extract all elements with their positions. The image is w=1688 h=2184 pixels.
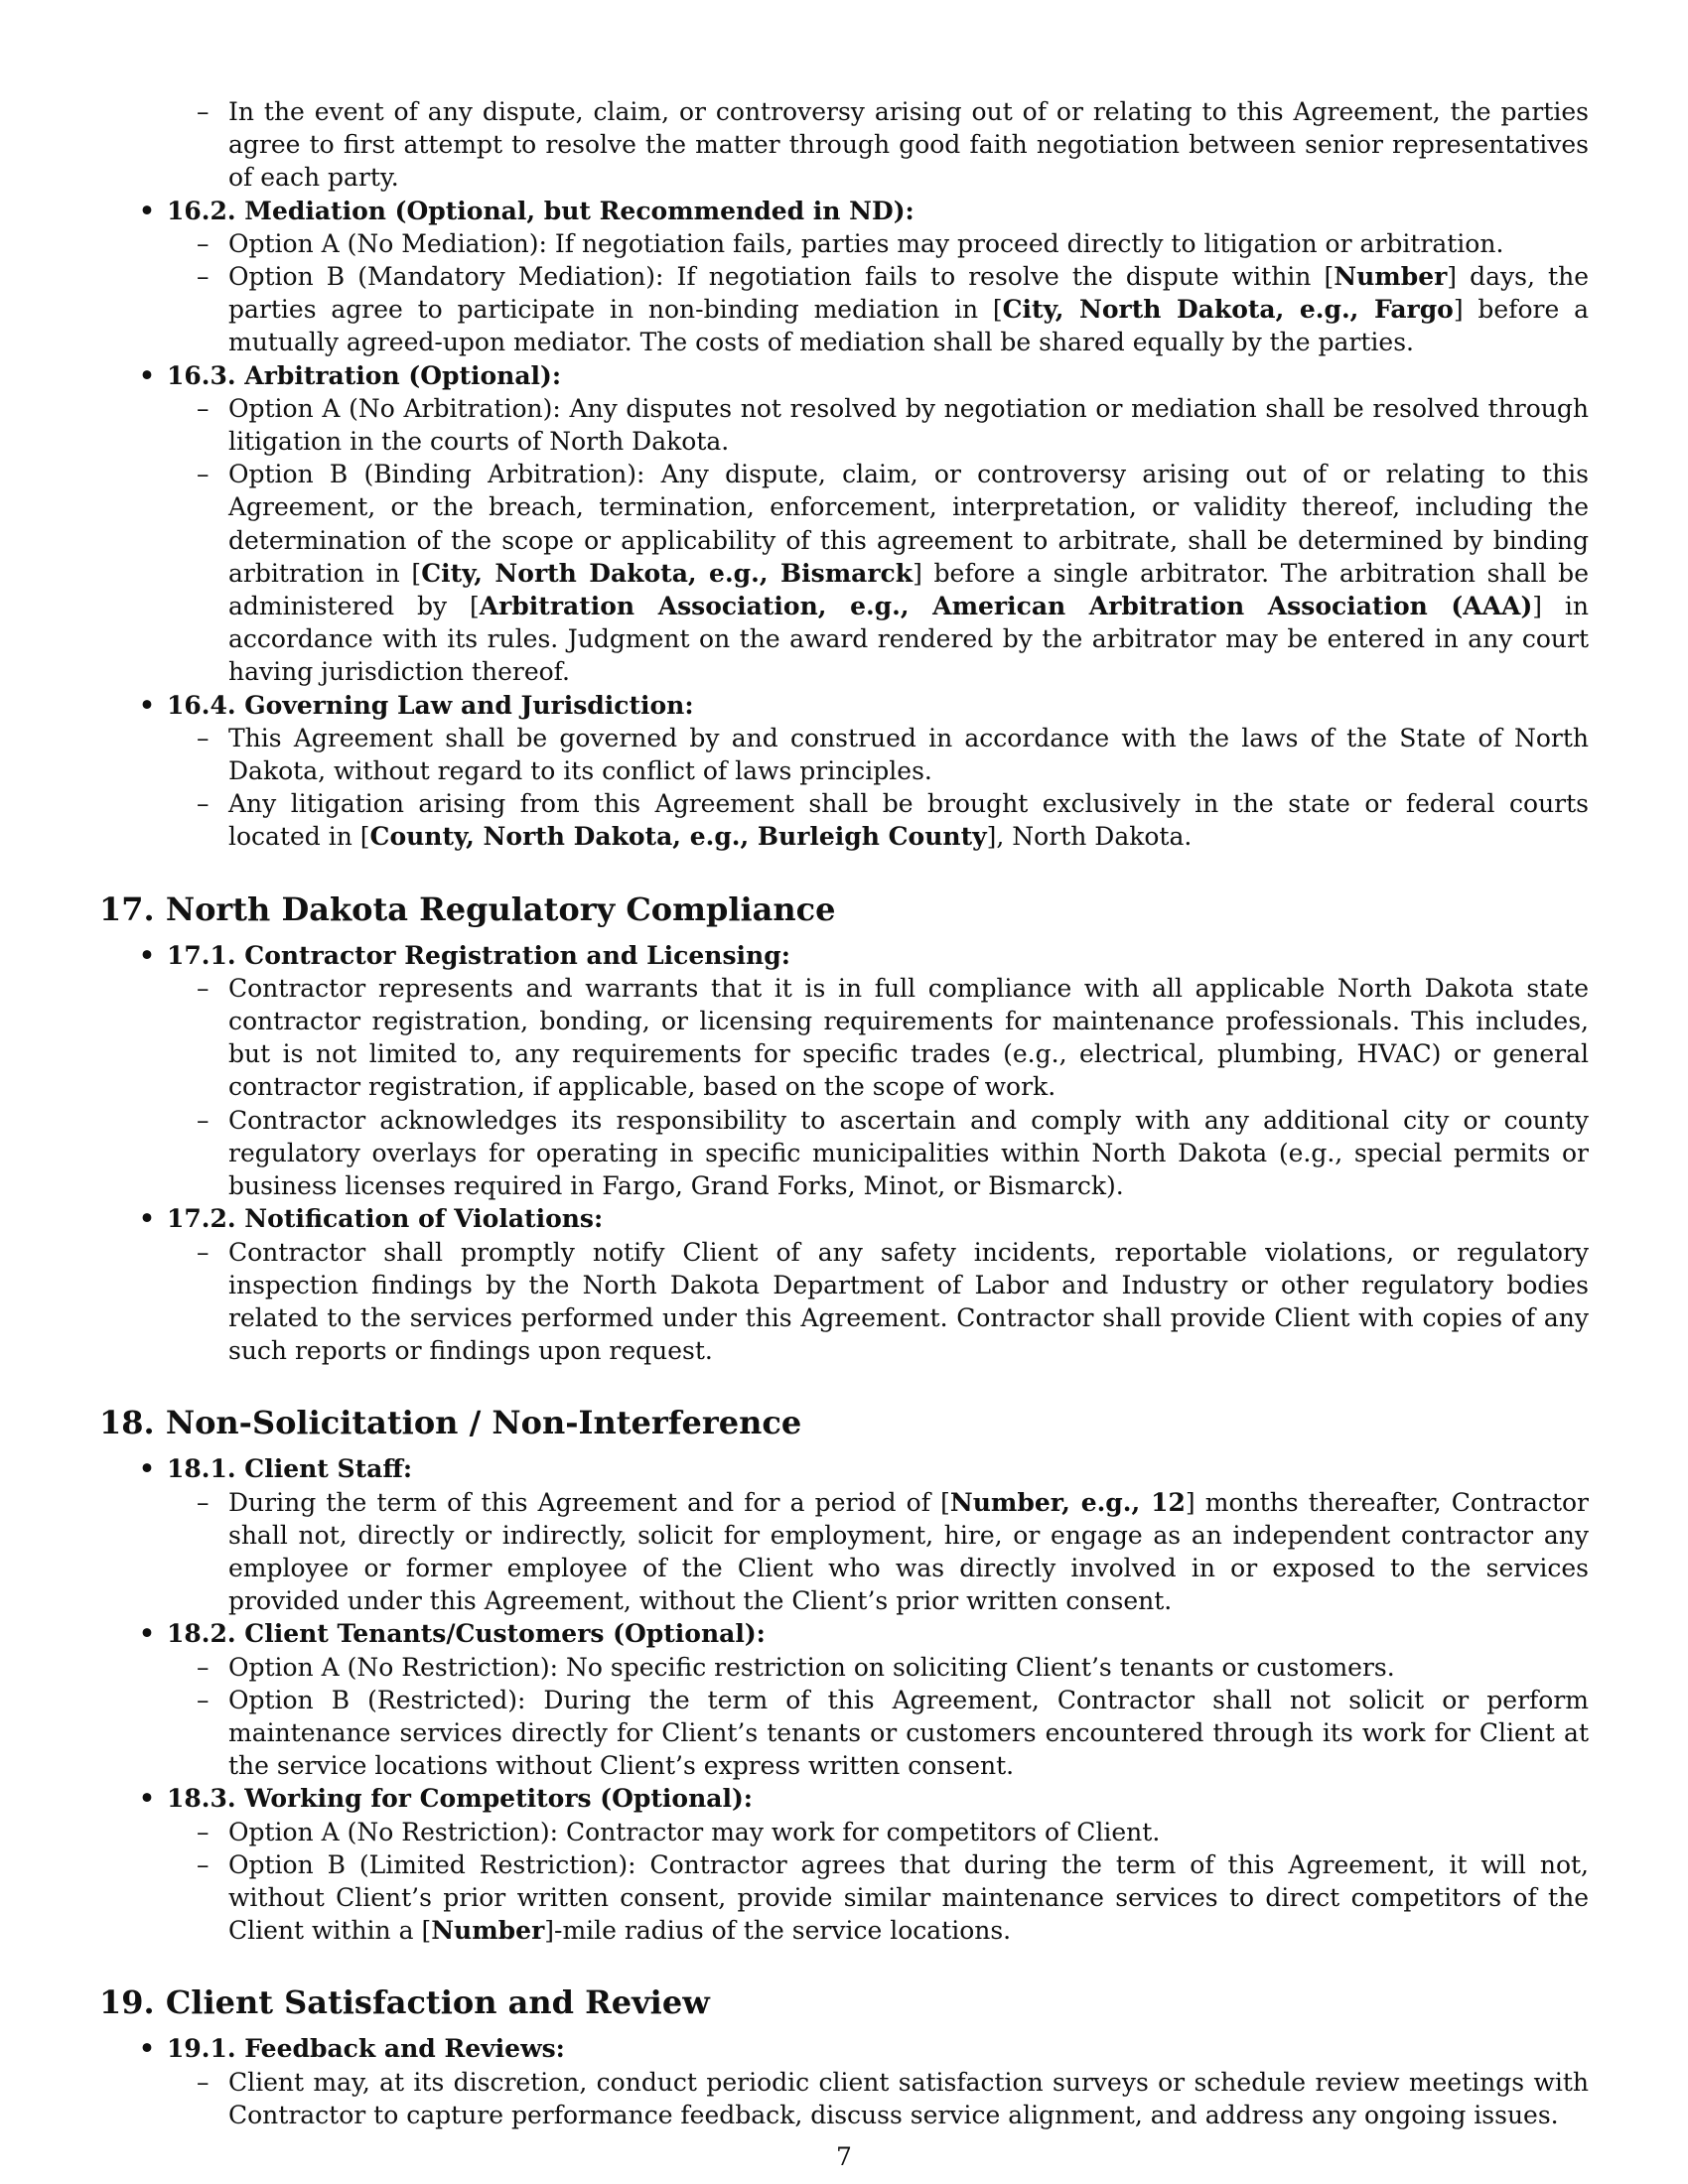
placeholder-field: County, North Dakota, e.g., Burleigh County [369,822,987,852]
bullet-marker: • [139,690,155,720]
clause-sub-list [167,722,1589,854]
clause-text: Option A (No Restriction): Contractor may work for competitors of Client. [228,1817,1161,1846]
clause-title-18-3-working-for-competitors-optional: 18.3. Working for Competitors (Optional): [167,1784,754,1814]
clause-paragraph [167,227,1589,260]
bullet-marker: • [139,1454,155,1484]
clause-text: Option A (No Mediation): If negotiation fails, parties may proceed directly to litigation or arbitration. [228,228,1504,258]
dash-marker: – [197,973,210,1003]
dash-marker: – [197,1817,210,1846]
section-items [99,2032,1589,2131]
placeholder-field: Arbitration Association, e.g., American Arbitration Association (AAA) [479,592,1533,621]
clause-item [99,95,1589,195]
clause-text: ] before a single arbitrator. The arbitration shall be administered by [ [228,558,1589,621]
clause-item [99,1782,1589,1947]
clause-text: Client may, at its discretion, conduct periodic client satisfaction surveys or schedule review meetings with Contractor to capture performance feedback, discuss service alignment, and address any ongoing issues. [228,2067,1589,2129]
placeholder-field: Number [431,1916,545,1946]
clause-text: Option A (No Arbitration): Any disputes not resolved by negotiation or mediation shall be resolved through litigation in the courts of North Dakota. [228,393,1589,457]
dash-marker: – [197,1849,210,1879]
document-page [99,95,1589,2131]
clause-item [99,195,1589,359]
clause-sub-list [167,95,1589,195]
placeholder-field: City, North Dakota, e.g., Fargo [1002,295,1454,325]
clause-paragraph [167,722,1589,787]
placeholder-field: Number, e.g., 12 [949,1487,1186,1517]
clause-sub-list [167,227,1589,359]
dash-marker: – [197,1237,210,1267]
page-number: 7 [836,2142,852,2171]
dash-marker: – [197,97,210,126]
section-heading-19-client-satisfaction-and-review: 19. Client Satisfaction and Review [99,1983,710,2022]
clause-paragraph [167,95,1589,195]
dash-marker: – [197,2067,210,2097]
clause-text: Option B (Limited Restriction): Contractor agrees that during the term of this Agreement, it will not, without Client’s prior written consent, provide similar maintenance services to direct competitors of the Client within a [ [228,1849,1589,1946]
clause-paragraph [167,1236,1589,1368]
clause-text: ] in accordance with its rules. Judgment on the award rendered by the arbitrator may be entered in any court having jurisdiction thereof. [228,592,1590,687]
dash-marker: – [197,460,210,489]
clause-paragraph [167,2066,1589,2131]
clause-text: Contractor shall promptly notify Client of any safety incidents, reportable violations, or regulatory inspection findings by the North Dakota Department of Labor and Industry or other regulatory bodies related to the services performed under this Agreement. Contractor shall provide Client with copies of any such reports or findings upon request. [228,1237,1589,1366]
section-items [99,1452,1589,1947]
dash-marker: – [197,789,210,819]
clause-text: During the term of this Agreement and for a period of [ [228,1487,950,1517]
clause-text: This Agreement shall be governed by and construed in accordance with the laws of the State of North Dakota, without regard to its conflict of laws principles. [228,723,1589,786]
clause-item [99,359,1589,689]
clause-text: Option B (Mandatory Mediation): If negotiation fails to resolve the dispute within [ [228,262,1335,292]
dash-marker: – [197,1487,210,1517]
clause-title-16-2-mediation-optional-but-recommended-in-nd: 16.2. Mediation (Optional, but Recommended in ND): [167,196,914,225]
clause-text: Contractor acknowledges its responsibility to ascertain and comply with any additional city or county regulatory overlays for operating in specific municipalities within North Dakota (e.g., special permits or business licenses required in Fargo, Grand Forks, Minot, or Bismarck). [228,1105,1589,1201]
clause-paragraph [167,1104,1589,1203]
bullet-marker: • [139,940,155,970]
dash-marker: – [197,393,210,423]
clause-paragraph [167,1684,1589,1783]
clause-text: Any litigation arising from this Agreement shall be brought exclusively in the state or federal courts located in [ [228,789,1589,852]
clause-sub-list [167,392,1589,689]
clause-text: Option B (Restricted): During the term of this Agreement, Contractor shall not solicit or perform maintenance services directly for Client’s tenants or customers encountered through its work for Client at the service locations without Client’s express written consent. [228,1685,1589,1781]
clause-paragraph [167,260,1589,359]
clause-item [99,689,1589,854]
clause-sub-list [167,1816,1589,1948]
clause-item [99,1617,1589,1782]
clause-title-16-3-arbitration-optional: 16.3. Arbitration (Optional): [167,360,562,390]
clause-sub-list [167,972,1589,1202]
clause-item [99,1202,1589,1367]
bullet-marker: • [139,1204,155,1234]
clause-sub-list [167,1486,1589,1618]
dash-marker: – [197,262,210,292]
clause-sub-list [167,1236,1589,1368]
clause-item [99,939,1589,1203]
dash-marker: – [197,1652,210,1682]
clause-paragraph [167,1486,1589,1618]
section-heading-17-north-dakota-regulatory-compliance: 17. North Dakota Regulatory Compliance [99,889,836,928]
bullet-marker: • [139,2034,155,2064]
clause-item [99,1452,1589,1617]
clause-title-19-1-feedback-and-reviews: 19.1. Feedback and Reviews: [167,2034,565,2064]
clause-text: ], North Dakota. [986,822,1193,852]
dash-marker: – [197,228,210,258]
dash-marker: – [197,1105,210,1135]
clause-sub-list [167,2066,1589,2131]
clause-item [99,2032,1589,2131]
clause-title-18-2-client-tenants-customers-optional: 18.2. Client Tenants/Customers (Optional): [167,1619,766,1649]
dash-marker: – [197,723,210,752]
bullet-marker: • [139,1619,155,1649]
continued-section-items [99,95,1589,854]
clause-text: Option B (Binding Arbitration): Any dispute, claim, or controversy arising out of or relating to this Agreement, or the breach, termination, enforcement, interpretation, or validity thereof, including the determination of the scope or applicability of this agreement to arbitrate, shall be determined by binding arbitration in [ [228,460,1589,588]
clause-paragraph [167,972,1589,1104]
bullet-marker: • [139,360,155,390]
clause-text: ] months thereafter, Contractor shall not, directly or indirectly, solicit for employment, hire, or engage as an independent contractor any employee or former employee of the Client who was directly involved in or exposed to the services provided under this Agreement, without the Client’s prior written consent. [228,1487,1590,1616]
clause-text: ] before a mutually agreed-upon mediator. The costs of mediation shall be shared equally by the parties. [228,295,1589,357]
clause-title-17-1-contractor-registration-and-licensing: 17.1. Contractor Registration and Licensing: [167,940,790,970]
clause-paragraph [167,1848,1589,1948]
clause-paragraph [167,458,1589,688]
clause-title-16-4-governing-law-and-jurisdiction: 16.4. Governing Law and Jurisdiction: [167,690,694,720]
clause-title-17-2-notification-of-violations: 17.2. Notification of Violations: [167,1204,604,1234]
clause-text: In the event of any dispute, claim, or controversy arising out of or relating to this Agreement, the parties agree to first attempt to resolve the matter through good faith negotiation between senior representatives of each party. [228,97,1589,193]
clause-text: Contractor represents and warrants that it is in full compliance with all applicable North Dakota state contractor registration, bonding, or licensing requirements for maintenance professionals. This includes, but is not limited to, any requirements for specific trades (e.g., electrical, plumbing, HVAC) or general contractor registration, if applicable, based on the scope of work. [228,973,1589,1102]
clause-text: Option A (No Restriction): No specific restriction on soliciting Client’s tenants or customers. [228,1652,1395,1682]
clause-paragraph [167,787,1589,853]
dash-marker: – [197,1685,210,1714]
bullet-marker: • [139,1784,155,1814]
clause-paragraph [167,1651,1589,1684]
bullet-marker: • [139,196,155,225]
clause-paragraph [167,1816,1589,1848]
placeholder-field: City, North Dakota, e.g., Bismarck [421,558,914,588]
clause-sub-list [167,1651,1589,1783]
clause-title-18-1-client-staff: 18.1. Client Staff: [167,1454,413,1484]
sections-container [99,889,1589,2131]
clause-text: ] days, the parties agree to participate in non-binding mediation in [ [228,262,1589,325]
section-items [99,939,1589,1368]
clause-text: ]-mile radius of the service locations. [544,1916,1012,1946]
section-heading-18-non-solicitation-non-interference: 18. Non-Solicitation / Non-Interference [99,1404,802,1442]
placeholder-field: Number [1334,262,1448,292]
clause-paragraph [167,392,1589,458]
